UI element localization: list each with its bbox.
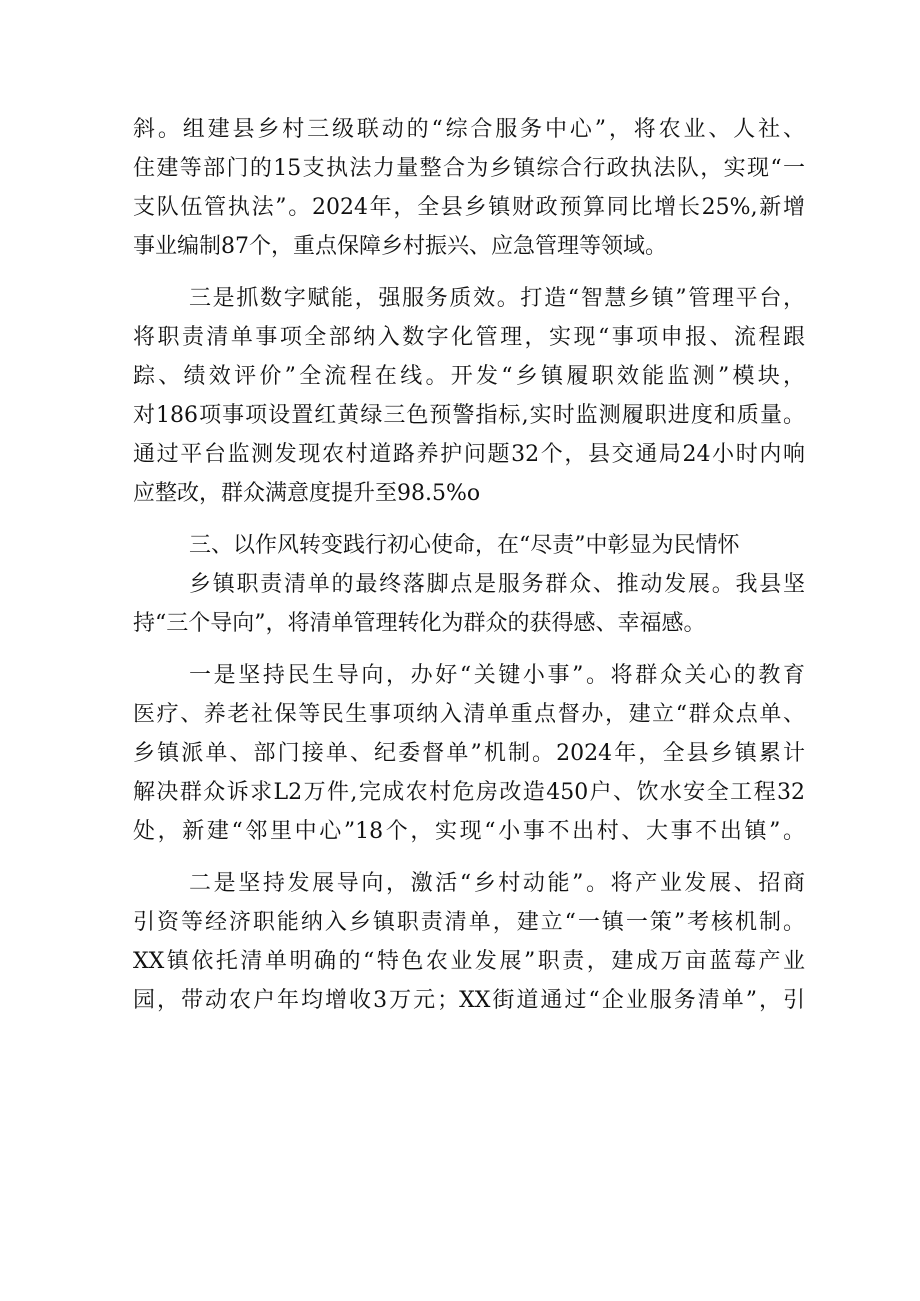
paragraph-5 bbox=[133, 656, 805, 851]
paragraph-4 bbox=[133, 565, 805, 643]
text-line: 解决群众诉求L2万件,完成农村危房改造450户、饮水安全工程32 bbox=[133, 780, 805, 805]
text-line: 医疗、养老社保等民生事项纳入清单重点督办，建立“群众点单、 bbox=[133, 702, 805, 727]
text-line: 二是坚持发展导向，激活“乡村动能”。将产业发展、招商 bbox=[189, 871, 805, 896]
text-line: 斜。组建县乡村三级联动的“综合服务中心”，将农业、人社、 bbox=[133, 117, 805, 142]
document-body bbox=[133, 110, 805, 1020]
text-line: 乡镇派单、部门接单、纪委督单”机制。2024年，全县乡镇累计 bbox=[133, 741, 805, 766]
text-line: 乡镇职责清单的最终落脚点是服务群众、推动发展。我县坚 bbox=[189, 572, 805, 597]
text-line: 住建等部门的15支执法力量整合为乡镇综合行政执法队，实现“一 bbox=[133, 156, 805, 181]
text-line: 持“三个导向”，将清单管理转化为群众的获得感、幸福感。 bbox=[133, 611, 706, 636]
text-line: 踪、绩效评价”全流程在线。开发“乡镇履职效能监测”模块， bbox=[133, 364, 805, 389]
text-line: 事业编制87个，重点保障乡村振兴、应急管理等领域。 bbox=[133, 234, 667, 259]
text-line: 通过平台监测发现农村道路养护问题32个，县交通局24小时内响 bbox=[133, 442, 805, 467]
text-line: 引资等经济职能纳入乡镇职责清单，建立“一镇一策”考核机制。 bbox=[133, 910, 805, 935]
text-line: 对186项事项设置红黄绿三色预警指标,实时监测履职进度和质量。 bbox=[133, 403, 805, 428]
paragraph-6 bbox=[133, 864, 805, 1020]
paragraph-2 bbox=[133, 279, 805, 513]
heading-text: 三、以作风转变践行初心使命，在“尽责”中彰显为民情怀 bbox=[189, 533, 740, 558]
text-line: 三是抓数字赋能，强服务质效。打造“智慧乡镇”管理平台， bbox=[189, 286, 805, 311]
text-line: 支队伍管执法”。2024年，全县乡镇财政预算同比增长25%,新增 bbox=[133, 195, 805, 220]
text-line: XX镇依托清单明确的“特色农业发展”职责，建成万亩蓝莓产业 bbox=[133, 949, 805, 974]
text-line: 园，带动农户年均增收3万元；XX街道通过“企业服务清单”，引 bbox=[133, 988, 805, 1013]
text-line: 将职责清单事项全部纳入数字化管理，实现“事项申报、流程跟 bbox=[133, 325, 805, 350]
section-heading bbox=[133, 526, 805, 565]
text-line: 应整改，群众满意度提升至98.5%o bbox=[133, 481, 481, 506]
text-line: 一是坚持民生导向，办好“关键小事”。将群众关心的教育 bbox=[189, 663, 805, 688]
text-line: 处，新建“邻里中心”18个，实现“小事不出村、大事不出镇”。 bbox=[133, 819, 805, 844]
paragraph-1 bbox=[133, 110, 805, 266]
